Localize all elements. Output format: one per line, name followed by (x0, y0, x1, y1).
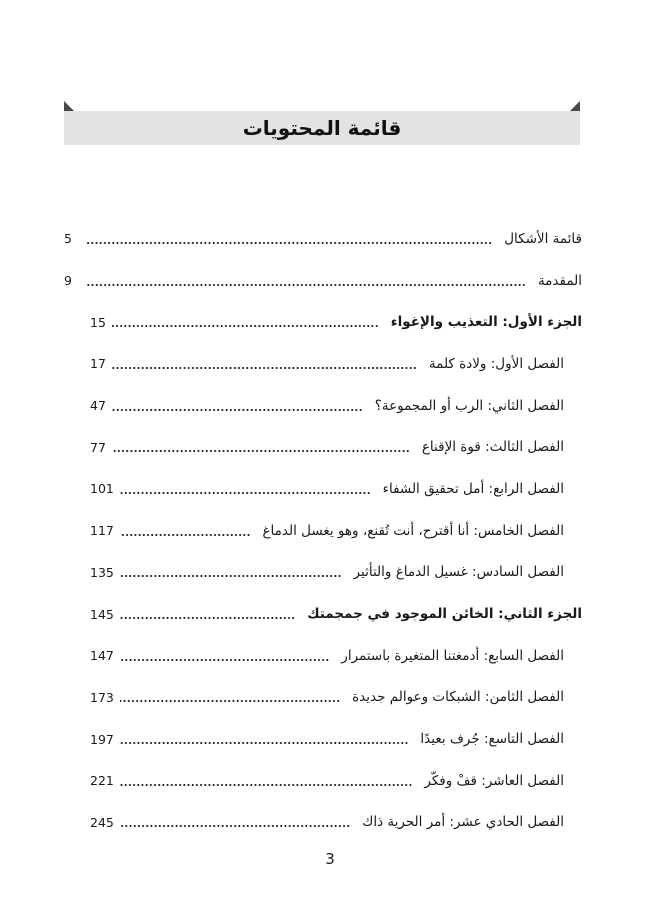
toc-entry-page: 101 (90, 481, 114, 497)
toc-entry[interactable] (64, 426, 582, 468)
toc-entry[interactable] (64, 385, 582, 427)
toc-entry-title: قائمة الأشكال (504, 230, 582, 247)
toc-entry-page: 9 (64, 273, 72, 289)
table-of-contents (64, 218, 582, 843)
toc-entry-page: 135 (90, 564, 114, 580)
toc-leader-dots (120, 784, 413, 786)
toc-leader-dots (120, 700, 340, 702)
toc-entry[interactable] (64, 218, 582, 260)
toc-leader-dots (112, 367, 417, 369)
page-number: 3 (325, 850, 335, 868)
toc-entry[interactable] (64, 593, 582, 635)
toc-entry-title: الجزء الأول: التعذيب والإغواء (390, 314, 582, 331)
toc-entry-title: المقدمة (537, 272, 582, 289)
toc-entry-page: 173 (90, 689, 114, 705)
toc-entry-page: 77 (90, 439, 106, 455)
toc-entry-title: الفصل الثامن: الشبكات وعوالم جديدة (352, 689, 564, 706)
toc-entry-page: 15 (90, 314, 106, 330)
toc-entry[interactable] (64, 510, 582, 552)
toc-entry[interactable] (64, 301, 582, 343)
toc-entry[interactable] (64, 802, 582, 844)
toc-leader-dots (120, 617, 295, 619)
toc-entry-title: الفصل الثاني: الرب أو المجموعة؟ (374, 397, 564, 414)
toc-entry-page: 197 (90, 731, 114, 747)
toc-leader-dots (86, 284, 526, 286)
toc-entry-page: 221 (90, 773, 114, 789)
toc-entry[interactable] (64, 760, 582, 802)
toc-entry-title: الفصل الثالث: قوة الإقناع (421, 439, 564, 456)
toc-entry-title: الفصل الرابع: أمل تحقيق الشفاء (382, 480, 564, 497)
toc-entry-title: الفصل الحادي عشر: أمر الحرية ذاك (362, 814, 564, 831)
toc-leader-dots (120, 659, 329, 661)
toc-entry-title: الفصل الأول: ولادة كلمة (428, 355, 564, 372)
toc-entry-title: الفصل العاشر: قفْ وفكّر (424, 772, 564, 789)
header-corner-right (570, 101, 580, 111)
toc-entry-page: 5 (64, 231, 72, 247)
toc-leader-dots (120, 534, 251, 536)
page-title: قائمة المحتويات (242, 116, 402, 140)
toc-entry-page: 145 (90, 606, 114, 622)
toc-entry-page: 245 (90, 814, 114, 830)
toc-entry-title: الجزء الثاني: الخائن الموجود في جمجمتك (307, 606, 582, 623)
toc-entry-page: 17 (90, 356, 106, 372)
toc-entry[interactable] (64, 468, 582, 510)
toc-entry-title: الفصل التاسع: جُرف بعيدًا (420, 731, 564, 748)
toc-entry[interactable] (64, 260, 582, 302)
toc-leader-dots (120, 575, 342, 577)
toc-entry[interactable] (64, 635, 582, 677)
toc-leader-dots (86, 242, 492, 244)
toc-entry[interactable] (64, 718, 582, 760)
toc-entry[interactable] (64, 677, 582, 719)
toc-entry-title: الفصل الخامس: أنا أقترح، أنت تُقنع، وهو يغسل الدماغ (262, 522, 564, 539)
toc-leader-dots (112, 409, 363, 411)
toc-leader-dots (120, 492, 371, 494)
header-corner-left (64, 101, 74, 111)
toc-leader-dots (112, 450, 410, 452)
toc-entry[interactable] (64, 552, 582, 594)
toc-leader-dots (112, 325, 379, 327)
toc-entry-page: 47 (90, 398, 106, 414)
toc-leader-dots (120, 825, 350, 827)
toc-entry-title: الفصل السابع: أدمغتنا المتغيرة باستمرار (341, 647, 564, 664)
toc-entry-page: 147 (90, 648, 114, 664)
toc-entry-title: الفصل السادس: غسيل الدماغ والتأثير (353, 564, 564, 581)
toc-entry[interactable] (64, 343, 582, 385)
toc-entry-page: 117 (90, 523, 114, 539)
toc-leader-dots (120, 742, 409, 744)
